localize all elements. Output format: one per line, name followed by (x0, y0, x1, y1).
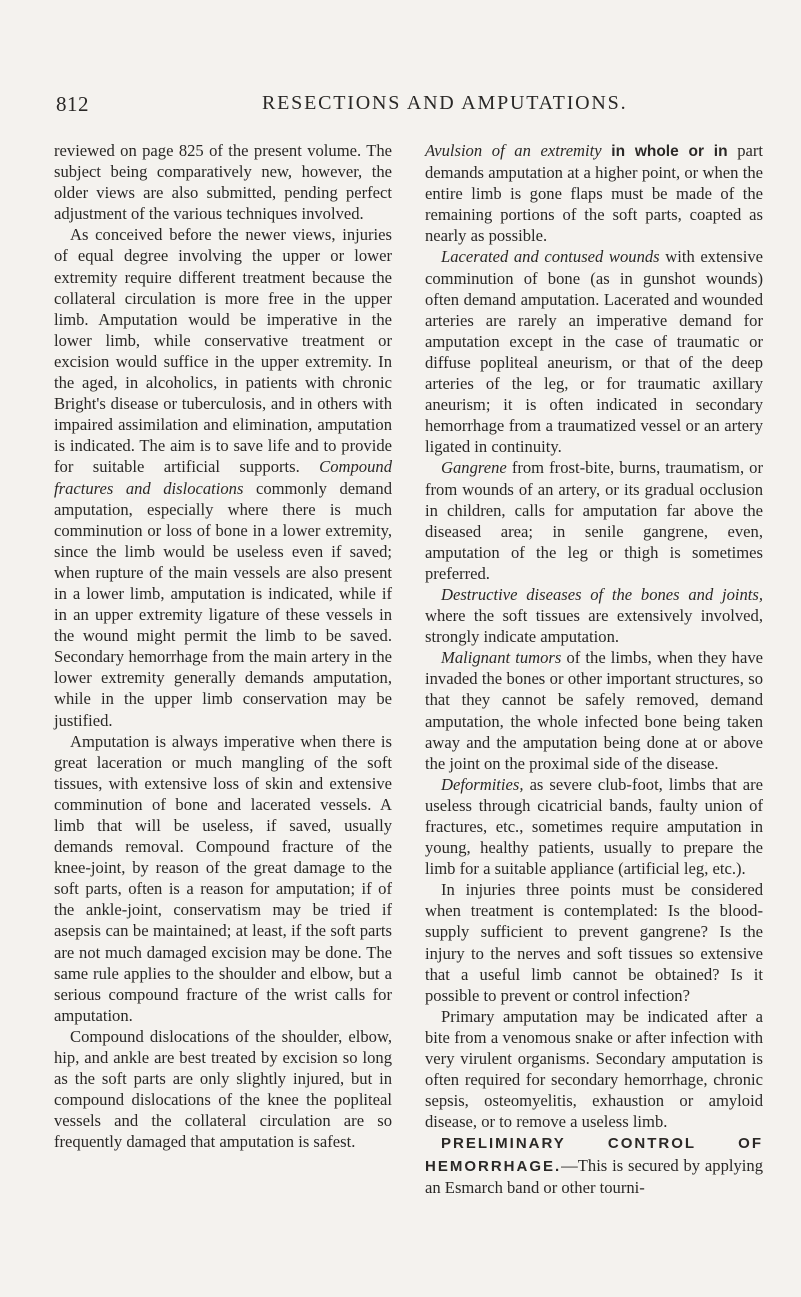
right-paragraph-5 (425, 647, 763, 774)
term-gangrene: Gangrene (441, 458, 507, 478)
term-malignant-tumors: Malignant tumors (441, 648, 562, 668)
left-paragraph-2 (54, 224, 392, 730)
left-paragraph-3: Amputation is always imperative when there is great laceration or much mangling of the soft tissues, with extensive loss of skin and extensive comminution of bone and lacerated vessels. A limb that will be useless, if saved, usually demands removal. Compound fracture of the knee-joint, by reason of the great damage to the soft parts, often is a reason for amputation; if of the ankle-joint, conservatism may be tried if asepsis can be maintained; at least, if the soft parts are not much damaged excision may be done. The same rule applies to the shoulder and elbow, but a serious compound fracture of the wrist calls for amputation. (54, 731, 392, 1025)
right-paragraph-1-rest: part demands amputation at a higher point, or when the entire limb is gone flaps must be made of the remaining portions of the soft parts, coapted as nearly as possible. (425, 141, 764, 246)
right-paragraph-6-rest: as severe club-foot, limbs that are useless through cicatricial bands, faulty union of fractures, etc., sometimes require amputation in young, healthy patients, usually to prepare the limb for a suitable appliance (artificial leg, etc.). (425, 774, 764, 879)
right-paragraph-7: In injuries three points must be considered when treatment is contemplated: Is the blood-supply sufficient to prevent gangrene? Is the injury to the nerves and soft tissues so extensive that a useful limb cannot be obtained? Is it possible to prevent or control infection? (425, 880, 763, 1005)
right-paragraph-8: Primary amputation may be indicated after a bite from a venomous snake or after infection with very virulent organisms. Secondary amputation is often required for secondary hemorrhage, chronic sepsis, osteomyelitis, exhaustion or amyloid disease, or to remove a useless limb. (425, 1006, 763, 1132)
right-paragraph-9-rest: —This is secured by applying an Esmarch band or other tourni- (425, 1155, 763, 1197)
right-paragraph-6 (425, 774, 763, 879)
right-paragraph-1 (425, 140, 763, 246)
right-paragraph-3 (425, 457, 763, 584)
page-number: 812 (56, 92, 89, 116)
term-destructive-diseases: Destructive diseases of the bones and joints, (441, 584, 763, 604)
term-avulsion: Avulsion of an extremity (425, 141, 602, 160)
page-header (56, 92, 756, 124)
right-paragraph-2-rest: with extensive comminution of bone (as in gunshot wounds) often demand amputation. Lacerated and wounded arteries are rarely an imperative demand for amputation except in the case of traumatic or diffuse popliteal aneurism, or that of the deep arteries of the leg, or for traumatic axillary aneurism; it is often indicated in secondary hemorrhage from a traumatized vessel or an artery ligated in continuity. (425, 247, 763, 457)
right-paragraph-2 (425, 246, 763, 457)
right-paragraph-9 (425, 1132, 763, 1197)
running-head: RESECTIONS AND AMPUTATIONS. (262, 92, 628, 114)
section-heading-hemorrhage: PRELIMINARY CONTROL OF HEMORRHAGE. (425, 1135, 763, 1175)
left-column (54, 140, 392, 1153)
term-lacerated-wounds: Lacerated and contused wounds (441, 247, 660, 267)
right-paragraph-4 (425, 584, 763, 647)
right-paragraph-5-rest: of the limbs, when they have invaded the bones or other important structures, so that they cannot be safely removed, demand amputation, the whole infected bone being taken away and the amputation being done at or above the joint on the proximal side of the disease. (425, 648, 763, 773)
right-column (425, 140, 763, 1198)
left-paragraph-4: Compound dislocations of the shoulder, elbow, hip, and ankle are best treated by excision so long as the soft parts are only slightly injured, but in compound dislocations of the knee the popliteal vessels and the collateral circulation are so frequently damaged that amputation is safest. (54, 1026, 392, 1152)
term-compound-fractures: Compound fractures and dislocations (54, 457, 392, 498)
right-paragraph-3-rest: from frost-bite, burns, traumatism, or from wounds of an artery, or its gradual occlusion in children, calls for amputation far above the diseased area; in senile gangrene, even, amputation of the leg or thigh is sometimes preferred. (425, 458, 763, 583)
left-paragraph-2-text: As conceived before the newer views, injuries of equal degree involving the upper or lower extremity require different treatment because the collateral circulation is more free in the upper limb. Amputation would be imperative in the lower limb, while conservative treatment or excision would suffice in the upper extremity. In the aged, in alcoholics, in patients with chronic Bright's disease or tuberculosis, and in others with impaired assimilation and elimination, amputation is indicated. The aim is to save life and to provide for suitable artificial supports. (54, 225, 392, 477)
right-paragraph-4-rest: where the soft tissues are extensively involved, strongly indicate amputation. (425, 606, 763, 647)
left-paragraph-2-rest: commonly demand amputation, especially where there is much comminution or loss of bone in a lower extremity, since the limb would be useless even if saved; when rupture of the main vessels are also present in a lower limb, amputation is indicated, while if in an upper extremity ligature of these vessels in the wound might permit the limb to be saved. Secondary hemorrhage from the main artery in the lower extremity generally demands amputation, while in the upper limb conservation may be justified. (54, 478, 392, 730)
left-paragraph-1: reviewed on page 825 of the present volume. The subject being comparatively new, however, the older views are also submitted, pending perfect adjustment of the various techniques involved. (54, 141, 392, 224)
avulsion-bold-phrase: in whole or in (611, 143, 728, 160)
term-deformities: Deformities, (441, 774, 524, 794)
